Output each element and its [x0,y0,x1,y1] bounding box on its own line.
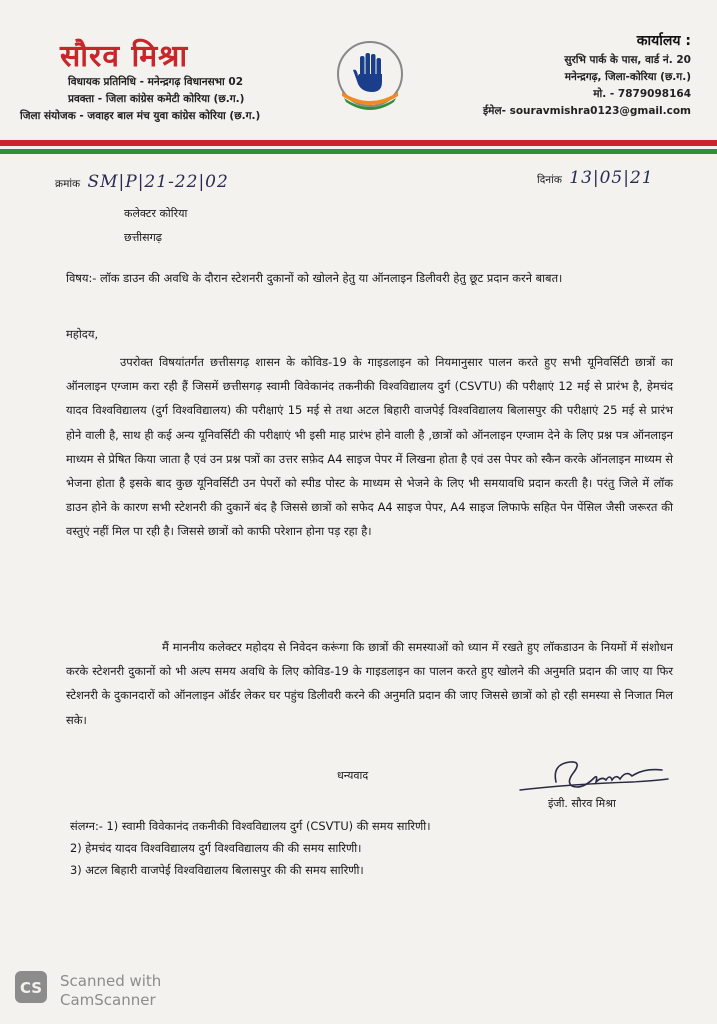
camscanner-logo-icon [14,970,48,1004]
body-paragraph-1: उपरोक्त विषयांतर्गत छत्तीसगढ़ शासन के कोविड-19 के गाइडलाइन को नियमानुसार पालन करते हुए सभी यूनिवर्सिटी छात्रों का ऑनलाइन एग्जाम करा रही हैं जिसमें छत्तीसगढ़ स्वामी विवेकानंद तकनीकी विश्वविद्यालय दुर्ग (CSVTU) की परीक्षाएं 12 मई से प्रारंभ है, हेमचंद यादव विश्वविद्यालय (दुर्ग विश्वविद्यालय) की परीक्षाएं 15 मई से तथा अटल बिहारी वाजपेई विश्वविद्यालय बिलासपुर की परीक्षाएं 25 मई से प्रारंभ होने वाली है, साथ ही कई अन्य यूनिवर्सिटी की परीक्षाएं भी इसी माह प्रारंभ होने वाली है ,छात्रों को ऑनलाइन एग्जाम देने के लिए प्रश्न पत्र ऑनलाइन माध्यम से प्रेषित किया जाता है एवं उन प्रश्न पत्रों का उत्तर सफ़ेद A4 साइज पेपर में लिखना होता है एवं उस पेपर को स्कैन करके ऑनलाइन माध्यम से भेजना होता है इसके बाद कुछ यूनिवर्सिटी उन पेपरों को स्पीड पोस्ट के माध्यम से भेजने के लिए भी समयावधि प्रदान करती है। परंतु जिले में लॉक डाउन होने के कारण सभी स्टेशनरी की दुकानें बंद है जिससे छात्रों को सफेद A4 साइज पेपर, A4 साइज लिफाफे सहित पेन पेंसिल जैसी जरूरत की वस्तुएं नहीं मिल पा रही है। जिससे छात्रों को काफी परेशान होना पड़ रहा है। [66,355,673,539]
subject: विषय:- लॉक डाउन की अवधि के दौरान स्टेशनरी दुकानों को खोलने हेतु या ऑनलाइन डिलीवरी हेतु छूट प्रदान करने बाबत। [66,271,563,285]
address-line-2: मनेन्द्रगढ़, जिला-कोरिया (छ.ग.) [564,71,691,83]
camscanner-logo-text: CS [19,979,43,997]
letterhead-role-1: विधायक प्रतिनिधि - मनेन्द्रगढ़ विधानसभा 02 [68,76,244,88]
letterhead-green-bar [0,149,717,154]
signer-name: इंजी. सौरव मिश्रा [548,797,616,810]
addressee-line-2: छत्तीसगढ़ [124,231,162,244]
reference-value: SM|P|21-22|02 [87,172,229,192]
congress-hand-logo-icon [330,36,410,116]
letterhead-name: सौरव मिश्रा [60,39,189,74]
letterhead-right [451,30,691,120]
addressee-line-1: कलेक्टर कोरिया [124,207,188,220]
watermark-line-1: Scanned with [60,972,162,990]
camscanner-watermark [60,972,161,1010]
address-line-1: सुरभि पार्क के पास, वार्ड नं. 20 [564,54,691,66]
closing-thanks: धन्यवाद [337,769,369,782]
letterhead-role-3: जिला संयोजक - जवाहर बाल मंच युवा कांग्रेस कोरिया (छ.ग.) [20,110,261,122]
enclosure-item: संलग्न:- 1) स्वामी विवेकानंद तकनीकी विश्वविद्यालय दुर्ग (CSVTU) की समय सारिणी। [70,819,431,833]
letterhead-red-bar [0,140,717,146]
date-label: दिनांक [537,174,562,186]
letter-date [537,168,654,188]
letterhead-left [20,40,320,125]
addressee [124,202,187,250]
reference-number [55,172,229,192]
salutation: महोदय, [66,327,99,341]
watermark-line-2: CamScanner [60,991,156,1009]
enclosure-item: 3) अटल बिहारी वाजपेई विश्वविद्यालय बिलासपुर की की समय सारिणी। [70,863,364,877]
email-line: ईमेल- souravmishra0123@gmail.com [483,105,691,117]
body-paragraph-2: मैं माननीय कलेक्टर महोदय से निवेदन करूंगा कि छात्रों की समस्याओं को ध्यान में रखते हुए लॉकडाउन के नियमों में संशोधन करके स्टेशनरी दुकानों को भी अल्प समय अवधि के लिए कोविड-19 के गाइडलाइन का पालन करते हुए खोलने की अनुमति प्रदान की जाए या फिर स्टेशनरी के दुकानदारों को ऑनलाइन ऑर्डर लेकर घर पहुंच डिलीवरी करने की अनुमति प्रदान की जाए जिससे छात्रों को हो रही समस्या से निजात मिल सके। [66,640,673,727]
letterhead-role-2: प्रवक्ता - जिला कांग्रेस कमेटी कोरिया (छ.ग.) [68,93,245,105]
enclosures-list [70,815,431,881]
phone-line: मो. - 7879098164 [593,88,691,100]
signature-icon [512,752,672,798]
reference-label: क्रमांक [55,178,81,190]
office-label: कार्यालय : [636,33,691,49]
date-value: 13|05|21 [569,168,654,188]
enclosure-item: 2) हेमचंद यादव विश्वविद्यालय दुर्ग विश्वविद्यालय की की समय सारिणी। [70,841,362,855]
